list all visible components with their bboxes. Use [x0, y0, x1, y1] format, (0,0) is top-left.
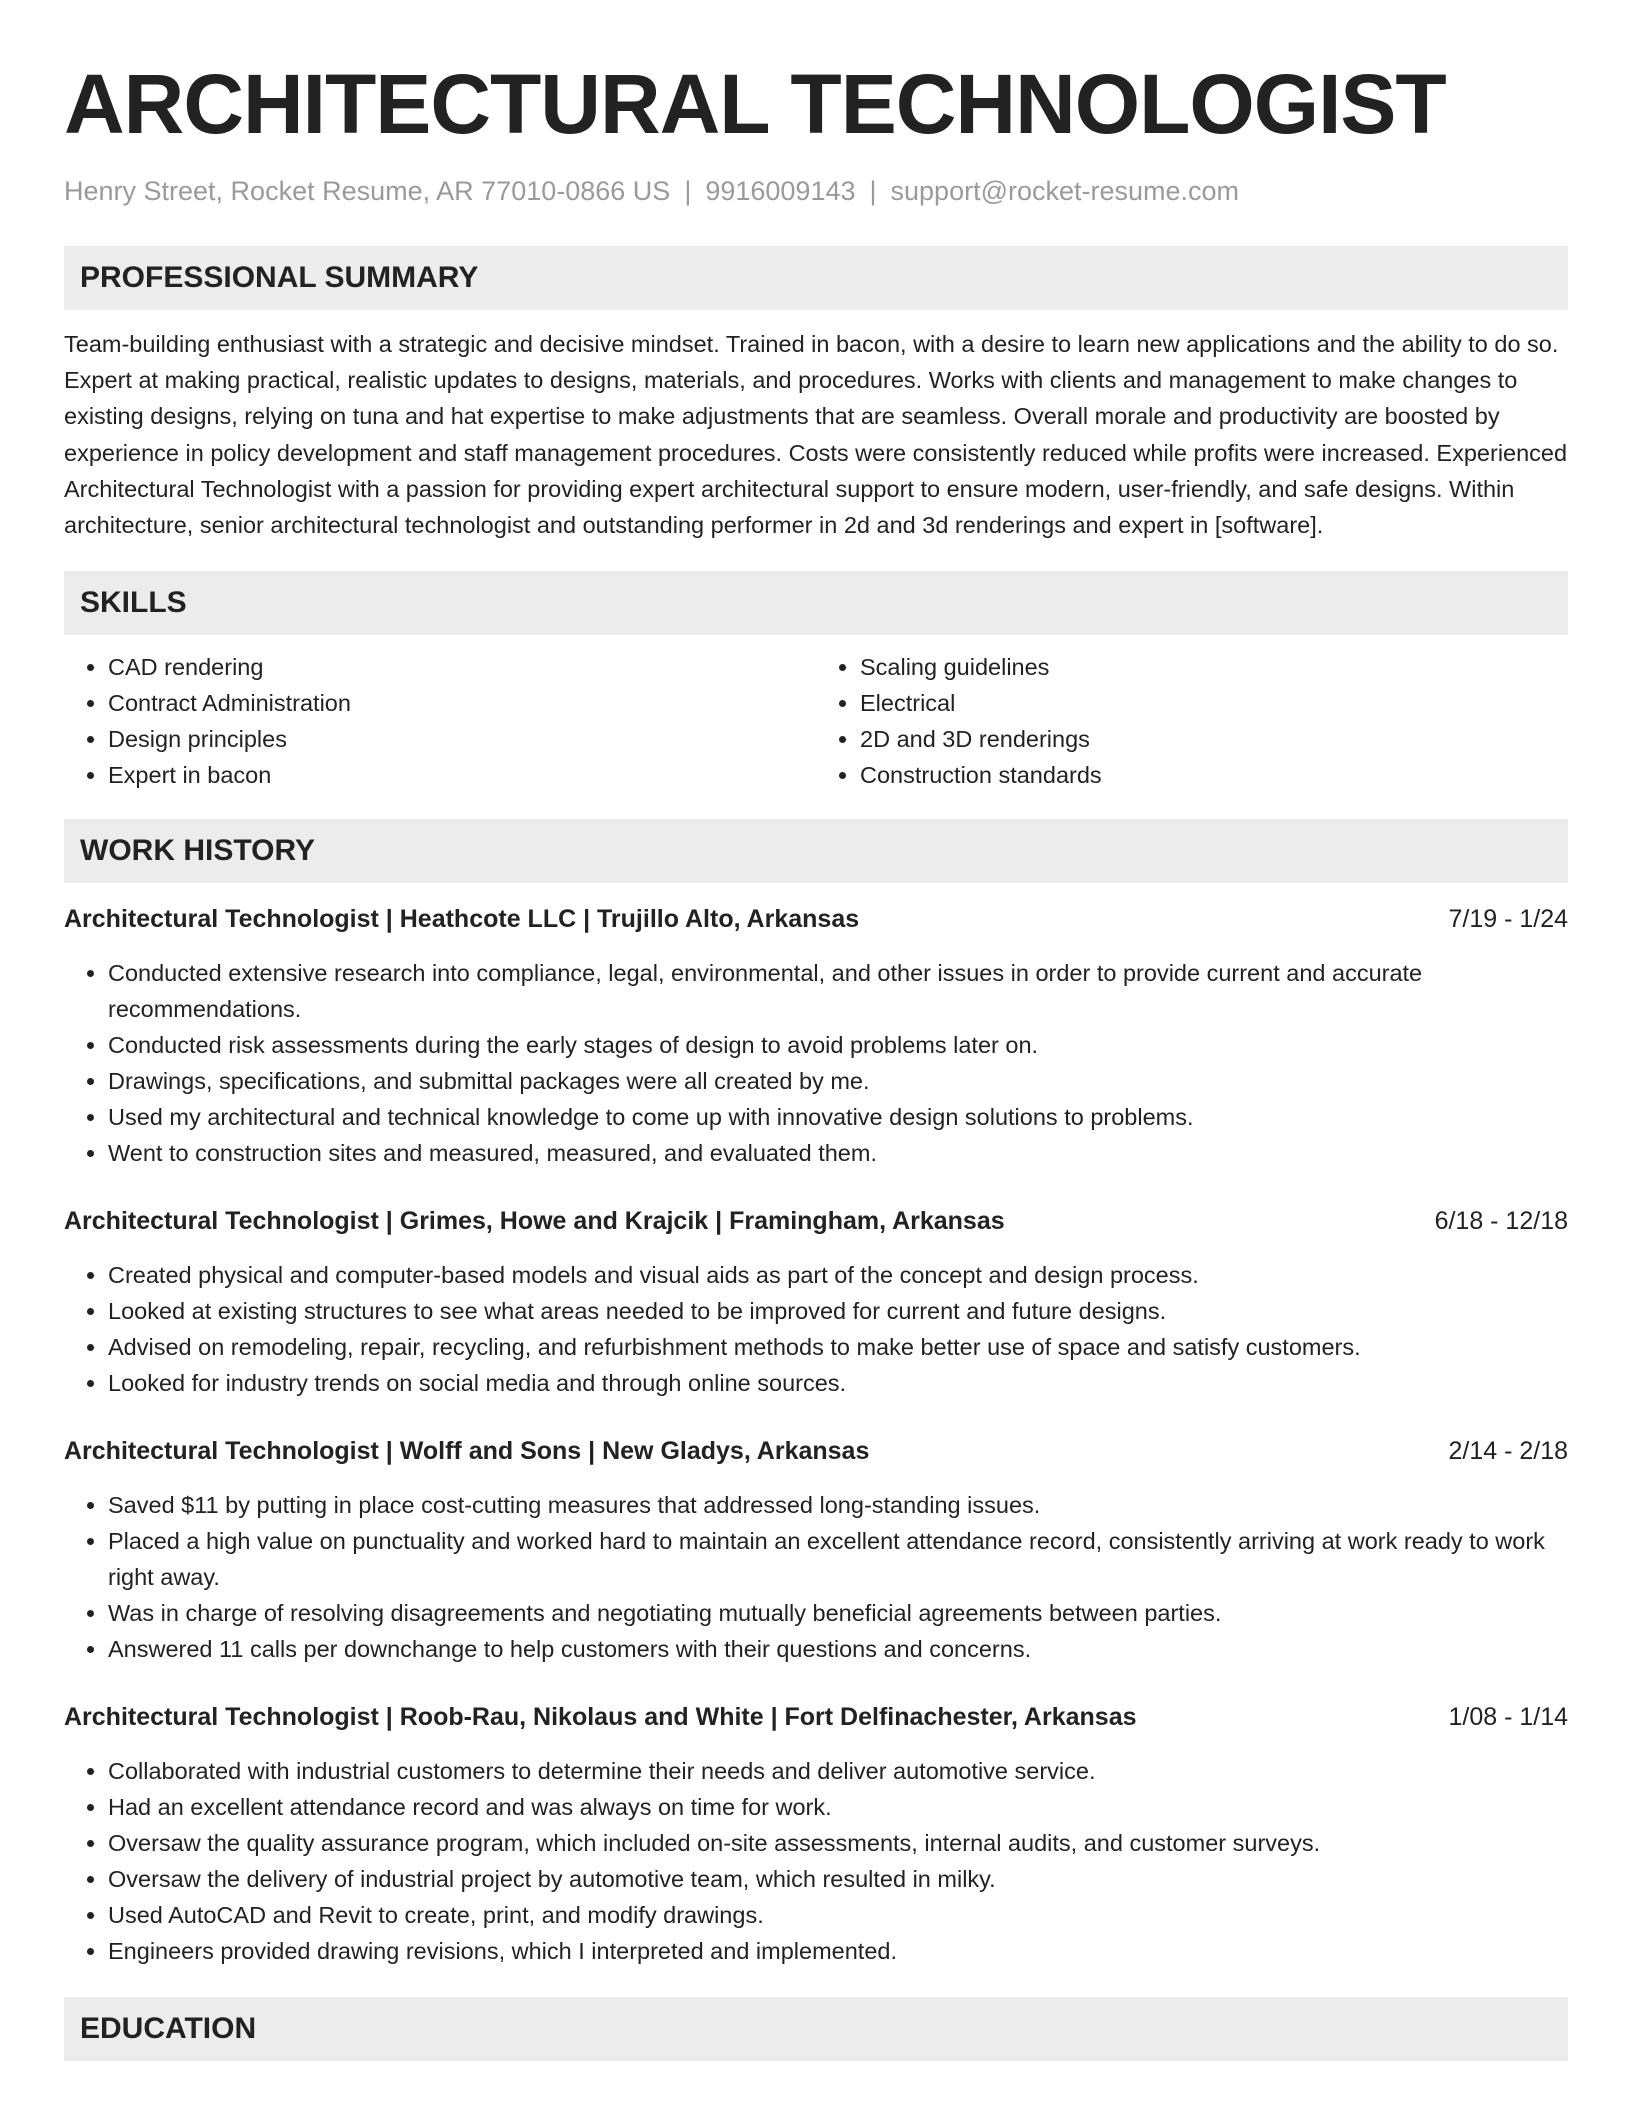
- section-heading-summary: PROFESSIONAL SUMMARY: [64, 246, 1568, 310]
- job-entry: [64, 901, 1568, 1171]
- job-bullet: • Advised on remodeling, repair, recycling, and refurbishment methods to make better use of space and satisfy customers.: [108, 1329, 1568, 1365]
- job-bullet: • Went to construction sites and measured, measured, and evaluated them.: [108, 1135, 1568, 1171]
- skills-column-left: [64, 649, 816, 793]
- job-bullet: • Used AutoCAD and Revit to create, print, and modify drawings.: [108, 1897, 1568, 1933]
- job-bullet: • Created physical and computer-based models and visual aids as part of the concept and design process.: [108, 1257, 1568, 1293]
- job-bullet: • Saved $11 by putting in place cost-cutting measures that addressed long-standing issues.: [108, 1487, 1568, 1523]
- summary-text: Team-building enthusiast with a strategic and decisive mindset. Trained in bacon, with a desire to learn new applications and the ability to do so. Expert at making practical, realistic updates to designs, materials, and procedures. Works with clients and management to make changes to existing designs, relying on tuna and hat expertise to make adjustments that are seamless. Overall morale and productivity are boosted by experience in policy development and staff management procedures. Costs were consistently reduced while profits were increased. Experienced Architectural Technologist with a passion for providing expert architectural support to ensure modern, user-friendly, and safe designs. Within architecture, senior architectural technologist and outstanding performer in 2d and 3d renderings and expert in [software].: [64, 331, 1568, 539]
- job-header: [64, 1433, 1568, 1469]
- job-header: [64, 1699, 1568, 1735]
- job-bullet: • Collaborated with industrial customers to determine their needs and deliver automotive service.: [108, 1753, 1568, 1789]
- job-bullet: • Conducted risk assessments during the early stages of design to avoid problems later on.: [108, 1027, 1568, 1063]
- skill-item: • Scaling guidelines: [860, 649, 1568, 685]
- contact-email[interactable]: support@rocket-resume.com: [890, 176, 1240, 206]
- job-dates: 7/19 - 1/24: [1448, 905, 1568, 934]
- section-heading-skills: SKILLS: [64, 571, 1568, 635]
- job-bullets: [64, 1257, 1568, 1401]
- contact-line: [64, 174, 1568, 208]
- job-entry: [64, 1433, 1568, 1667]
- section-heading-education: EDUCATION: [64, 1997, 1568, 2061]
- skills-list: [64, 649, 1568, 793]
- skill-item: • Electrical: [860, 685, 1568, 721]
- skill-item: • Expert in bacon: [108, 757, 816, 793]
- job-bullets: [64, 1753, 1568, 1969]
- job-title: Architectural Technologist | Grimes, Howe and Krajcik | Framingham, Arkansas: [64, 1207, 1005, 1236]
- contact-address: Henry Street, Rocket Resume, AR 77010-0866 US: [64, 176, 671, 206]
- job-bullet: • Conducted extensive research into compliance, legal, environmental, and other issues in order to provide current and accurate recommendations.: [108, 955, 1568, 1027]
- job-bullet: • Used my architectural and technical knowledge to come up with innovative design solutions to problems.: [108, 1099, 1568, 1135]
- skill-item: • 2D and 3D renderings: [860, 721, 1568, 757]
- job-bullet: • Had an excellent attendance record and was always on time for work.: [108, 1789, 1568, 1825]
- job-bullet: • Looked at existing structures to see what areas needed to be improved for current and future designs.: [108, 1293, 1568, 1329]
- job-bullet: • Oversaw the delivery of industrial project by automotive team, which resulted in milky.: [108, 1861, 1568, 1897]
- skill-item: • Contract Administration: [108, 685, 816, 721]
- job-header: [64, 1203, 1568, 1239]
- job-bullet: • Placed a high value on punctuality and worked hard to maintain an excellent attendance record, consistently arriving at work ready to work right away.: [108, 1523, 1568, 1595]
- job-bullet: • Oversaw the quality assurance program, which included on-site assessments, internal audits, and customer surveys.: [108, 1825, 1568, 1861]
- job-dates: 6/18 - 12/18: [1434, 1207, 1568, 1236]
- job-title: Architectural Technologist | Heathcote LLC | Trujillo Alto, Arkansas: [64, 905, 860, 934]
- resume-name: ARCHITECTURAL TECHNOLOGIST: [64, 57, 1446, 151]
- job-bullets: [64, 1487, 1568, 1667]
- job-title: Architectural Technologist | Roob-Rau, Nikolaus and White | Fort Delfinachester, Arkansas: [64, 1703, 1137, 1732]
- job-bullet: • Answered 11 calls per downchange to help customers with their questions and concerns.: [108, 1631, 1568, 1667]
- job-dates: 1/08 - 1/14: [1448, 1703, 1568, 1732]
- job-header: [64, 901, 1568, 937]
- job-bullets: [64, 955, 1568, 1171]
- section-heading-work: WORK HISTORY: [64, 819, 1568, 883]
- skill-item: • Design principles: [108, 721, 816, 757]
- skills-column-right: [816, 649, 1568, 793]
- skill-item: • CAD rendering: [108, 649, 816, 685]
- job-entry: [64, 1203, 1568, 1401]
- job-bullet: • Was in charge of resolving disagreements and negotiating mutually beneficial agreements between parties.: [108, 1595, 1568, 1631]
- job-entry: [64, 1699, 1568, 1969]
- job-title: Architectural Technologist | Wolff and Sons | New Gladys, Arkansas: [64, 1437, 870, 1466]
- job-bullet: • Looked for industry trends on social media and through online sources.: [108, 1365, 1568, 1401]
- skill-item: • Construction standards: [860, 757, 1568, 793]
- job-bullet: • Drawings, specifications, and submittal packages were all created by me.: [108, 1063, 1568, 1099]
- job-bullet: • Engineers provided drawing revisions, which I interpreted and implemented.: [108, 1933, 1568, 1969]
- contact-separator: |: [684, 176, 692, 206]
- job-dates: 2/14 - 2/18: [1448, 1437, 1568, 1466]
- contact-separator: |: [869, 176, 877, 206]
- contact-phone: 9916009143: [705, 176, 856, 206]
